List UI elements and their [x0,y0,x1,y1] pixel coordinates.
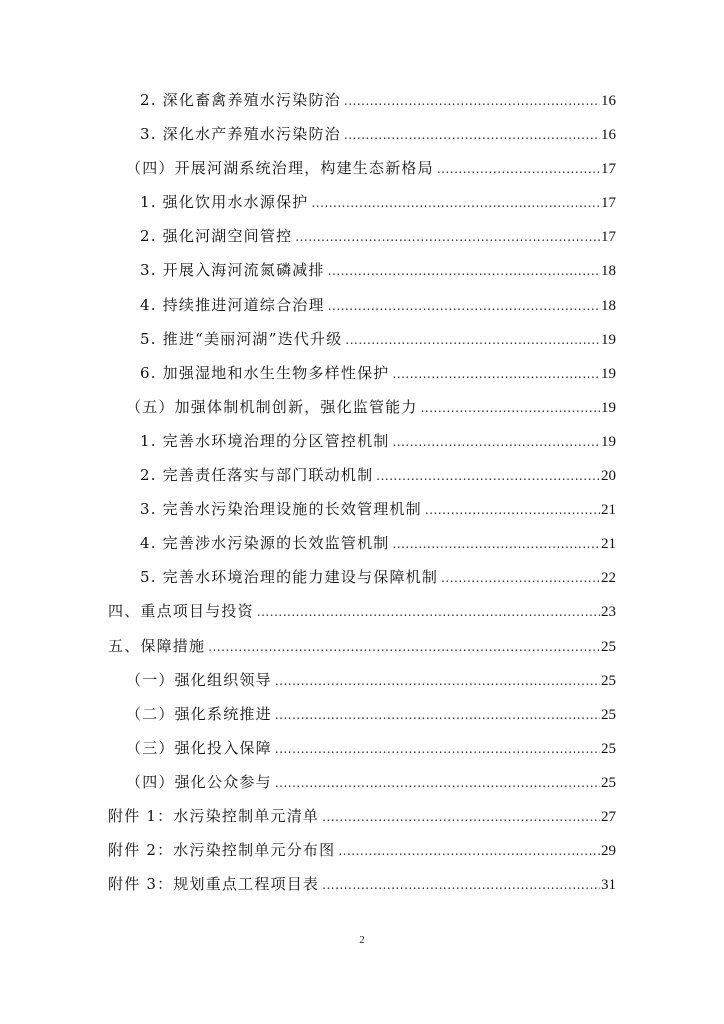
toc-entry[interactable] [108,560,616,594]
toc-entry-page: 18 [601,263,616,280]
toc-entry[interactable] [108,697,616,731]
toc-dot-leader [421,391,600,425]
toc-entry-title: （一）强化组织领导 [126,670,272,689]
toc-entry-page: 31 [601,877,616,894]
toc-entry-title: 6. 加强湿地和水生生物多样性保护 [140,363,390,382]
toc-entry[interactable] [108,83,616,117]
toc-dot-leader [275,732,600,766]
table-of-contents [108,83,616,901]
toc-entry-page: 25 [601,706,616,723]
toc-dot-leader [322,868,600,902]
toc-entry[interactable] [108,458,616,492]
toc-entry-page: 22 [601,570,616,587]
toc-dot-leader [328,254,600,288]
toc-dot-leader [392,425,600,459]
toc-entry-page: 18 [601,297,616,314]
toc-entry[interactable] [108,765,616,799]
toc-entry[interactable] [108,629,616,663]
toc-dot-leader [344,118,600,152]
toc-entry-title: （五）加强体制机制创新，强化监管能力 [126,397,418,416]
toc-dot-leader [441,561,600,595]
toc-dot-leader [376,459,600,493]
toc-entry[interactable] [108,594,616,628]
toc-entry-title: 3. 完善水污染治理设施的长效管理机制 [140,500,422,519]
toc-dot-leader [338,834,600,868]
toc-entry-page: 19 [601,331,616,348]
toc-entry-title: 附件 3：规划重点工程项目表 [108,875,320,894]
toc-entry-page: 21 [601,502,616,519]
toc-entry-title: 1. 强化饮用水水源保护 [140,193,309,212]
toc-dot-leader [275,698,600,732]
toc-dot-leader [208,630,600,664]
toc-entry[interactable] [108,151,616,185]
toc-entry-page: 20 [601,468,616,485]
toc-entry[interactable] [108,799,616,833]
toc-entry-page: 19 [601,433,616,450]
toc-entry-title: （二）强化系统推进 [126,704,272,723]
toc-entry-page: 19 [601,399,616,416]
toc-dot-leader [295,220,600,254]
toc-entry-title: 1. 完善水环境治理的分区管控机制 [140,431,390,450]
toc-entry[interactable] [108,663,616,697]
toc-entry-page: 21 [601,536,616,553]
toc-entry-page: 23 [601,604,616,621]
toc-entry-page: 25 [601,638,616,655]
toc-entry[interactable] [108,833,616,867]
toc-dot-leader [392,357,600,391]
toc-entry-title: 四、重点项目与投资 [108,602,254,621]
toc-entry-title: 五、保障措施 [108,636,206,655]
toc-entry-page: 25 [601,672,616,689]
toc-entry[interactable] [108,219,616,253]
toc-entry-title: 4. 持续推进河道综合治理 [140,295,325,314]
toc-entry-title: 2. 完善责任落实与部门联动机制 [140,466,374,485]
toc-entry[interactable] [108,253,616,287]
toc-dot-leader [257,595,600,629]
toc-entry-page: 17 [601,195,616,212]
toc-entry-page: 27 [601,808,616,825]
toc-entry-title: 5. 推进“美丽河湖”迭代升级 [140,329,343,348]
toc-dot-leader [311,186,600,220]
toc-dot-leader [437,152,600,186]
toc-entry-page: 25 [601,774,616,791]
toc-entry[interactable] [108,424,616,458]
toc-entry-title: 附件 2：水污染控制单元分布图 [108,841,336,860]
page-number: 2 [359,934,365,946]
toc-entry-page: 16 [601,127,616,144]
toc-entry-page: 25 [601,740,616,757]
toc-entry-title: 附件 1：水污染控制单元清单 [108,806,320,825]
toc-entry-title: 2. 深化畜禽养殖水污染防治 [140,91,341,109]
toc-dot-leader [322,800,600,834]
toc-entry[interactable] [108,185,616,219]
toc-entry-title: （四）强化公众参与 [126,772,272,791]
toc-entry[interactable] [108,492,616,526]
toc-entry-title: 5. 完善水环境治理的能力建设与保障机制 [140,568,439,587]
toc-entry-page: 17 [601,161,616,178]
toc-entry-title: 3. 开展入海河流氮磷减排 [140,261,325,280]
toc-entry[interactable] [108,390,616,424]
toc-entry-title: 2. 强化河湖空间管控 [140,227,293,246]
toc-entry[interactable] [108,117,616,151]
toc-dot-leader [425,493,600,527]
toc-entry-page: 16 [601,93,616,109]
toc-entry-title: （三）强化投入保障 [126,738,272,757]
toc-entry-page: 19 [601,365,616,382]
toc-entry[interactable] [108,322,616,356]
toc-entry-title: 3. 深化水产养殖水污染防治 [140,125,341,144]
toc-dot-leader [275,664,600,698]
toc-entry-page: 29 [601,843,616,860]
toc-dot-leader [275,766,600,800]
toc-entry[interactable] [108,356,616,390]
toc-entry-title: （四）开展河湖系统治理，构建生态新格局 [126,159,434,178]
toc-entry[interactable] [108,731,616,765]
toc-entry[interactable] [108,526,616,560]
toc-dot-leader [392,527,600,561]
toc-dot-leader [345,323,600,357]
toc-entry-page: 17 [601,229,616,246]
toc-entry-title: 4. 完善涉水污染源的长效监管机制 [140,534,390,553]
toc-dot-leader [344,84,600,118]
toc-entry[interactable] [108,288,616,322]
toc-dot-leader [328,289,600,323]
toc-entry[interactable] [108,867,616,901]
